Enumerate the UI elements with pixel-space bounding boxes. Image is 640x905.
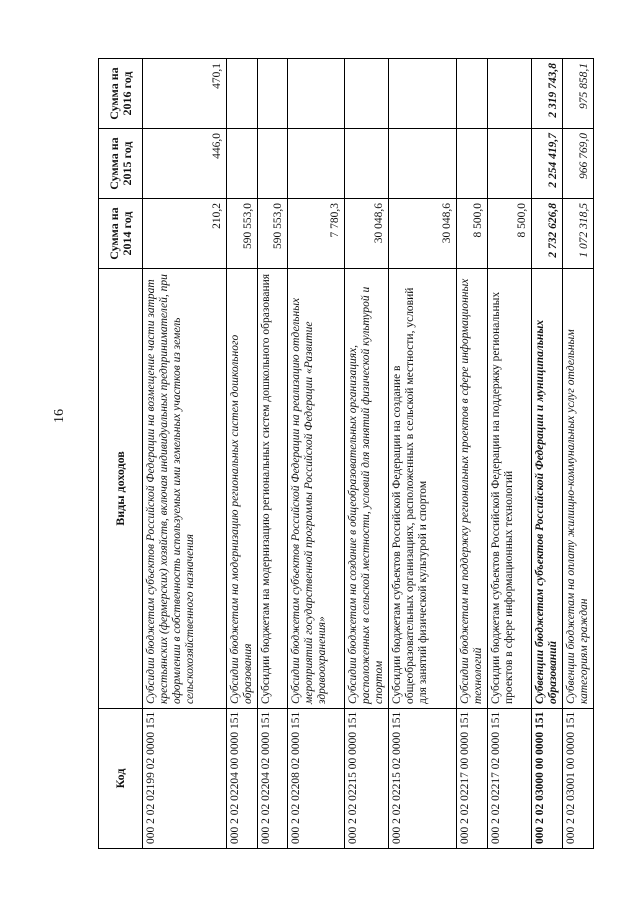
- row-value-2015: [389, 129, 457, 199]
- table-row: [389, 59, 457, 849]
- table-row: [227, 59, 258, 849]
- row-value-2014: 30 048,6: [345, 199, 389, 269]
- row-value-2016: [288, 59, 345, 129]
- row-name: Субсидии бюджетам на модернизацию региональных систем дошкольного образования: [227, 269, 258, 709]
- table-row: [143, 59, 227, 849]
- revenue-table: [98, 58, 594, 849]
- row-code: 000 2 02 02208 02 0000 151: [288, 709, 345, 849]
- row-name: Субсидии бюджетам субъектов Российской Федерации на реализацию отдельных мероприятий государственной программы Российской Федерации «Развитие здравоохранения»: [288, 269, 345, 709]
- row-value-2015: 966 769,0: [563, 129, 594, 199]
- row-name: Субсидии бюджетам на поддержку региональных проектов в сфере информационных технологий: [457, 269, 488, 709]
- row-value-2016: [258, 59, 288, 129]
- row-value-2016: [345, 59, 389, 129]
- header-sum-2014: Сумма на 2014 год: [99, 199, 143, 269]
- row-value-2014: 590 553,0: [227, 199, 258, 269]
- row-value-2016: [227, 59, 258, 129]
- row-value-2014: 2 732 626,8: [532, 199, 563, 269]
- row-code: 000 2 02 02204 00 0000 151: [227, 709, 258, 849]
- table-row: [488, 59, 532, 849]
- header-code: Код: [99, 709, 143, 849]
- row-value-2016: 975 858,1: [563, 59, 594, 129]
- row-value-2015: [345, 129, 389, 199]
- header-sum-2016: Сумма на 2016 год: [99, 59, 143, 129]
- header-sum-2015: Сумма на 2015 год: [99, 129, 143, 199]
- row-value-2015: [227, 129, 258, 199]
- row-value-2014: 30 048,6: [389, 199, 457, 269]
- table-row: [345, 59, 389, 849]
- row-code: 000 2 02 02217 02 0000 151: [488, 709, 532, 849]
- row-value-2015: [258, 129, 288, 199]
- row-name: Субсидии бюджетам субъектов Российской Федерации на поддержку региональных проектов в сфере информационных технологий: [488, 269, 532, 709]
- row-value-2016: 2 319 743,8: [532, 59, 563, 129]
- row-code: 000 2 02 02199 02 0000 151: [143, 709, 227, 849]
- page-number: 16: [52, 409, 67, 423]
- row-code: 000 2 02 02204 02 0000 151: [258, 709, 288, 849]
- row-value-2016: [389, 59, 457, 129]
- row-name: Субвенции бюджетам субъектов Российской Федерации и муниципальных образований: [532, 269, 563, 709]
- row-value-2015: [288, 129, 345, 199]
- row-value-2015: 2 254 419,7: [532, 129, 563, 199]
- table-row: [563, 59, 594, 849]
- row-name: Субсидии бюджетам субъектов Российской Федерации на возмещение части затрат крестьянских (фермерских) хозяйств, включая индивидуальных предпринимателей, при оформлении в собственность используемых ими земельных участков из земель сельскохозяйственного назначения: [143, 269, 227, 709]
- row-code: 000 2 02 02215 00 0000 151: [345, 709, 389, 849]
- revenue-table-container: [98, 59, 590, 849]
- table-row: [288, 59, 345, 849]
- row-code: 000 2 02 02215 02 0000 151: [389, 709, 457, 849]
- row-name: Субвенции бюджетам на оплату жилищно-коммунальных услуг отдельным категориям граждан: [563, 269, 594, 709]
- row-value-2015: [488, 129, 532, 199]
- table-row: [532, 59, 563, 849]
- row-value-2014: 590 553,0: [258, 199, 288, 269]
- table-row: [258, 59, 288, 849]
- row-value-2014: 8 500,0: [457, 199, 488, 269]
- row-code: 000 2 02 03000 00 0000 151: [532, 709, 563, 849]
- header-name: Виды доходов: [99, 269, 143, 709]
- row-code: 000 2 02 02217 00 0000 151: [457, 709, 488, 849]
- table-row: [457, 59, 488, 849]
- row-name: Субсидии бюджетам на создание в общеобразовательных организациях, расположенных в сельской местности, условий для занятий физической культурой и спортом: [345, 269, 389, 709]
- row-name: Субсидии бюджетам субъектов Российской Федерации на создание в общеобразовательных организациях, расположенных в сельской местности, условий для занятий физической культурой и спортом: [389, 269, 457, 709]
- row-value-2015: 446,0: [143, 129, 227, 199]
- row-value-2014: 7 780,3: [288, 199, 345, 269]
- row-value-2016: [488, 59, 532, 129]
- row-name: Субсидии бюджетам на модернизацию региональных систем дошкольного образования: [258, 269, 288, 709]
- row-value-2014: 210,2: [143, 199, 227, 269]
- row-value-2015: [457, 129, 488, 199]
- row-value-2016: 470,1: [143, 59, 227, 129]
- row-code: 000 2 02 03001 00 0000 151: [563, 709, 594, 849]
- row-value-2014: 1 072 318,5: [563, 199, 594, 269]
- table-header-row: [99, 59, 143, 849]
- row-value-2016: [457, 59, 488, 129]
- row-value-2014: 8 500,0: [488, 199, 532, 269]
